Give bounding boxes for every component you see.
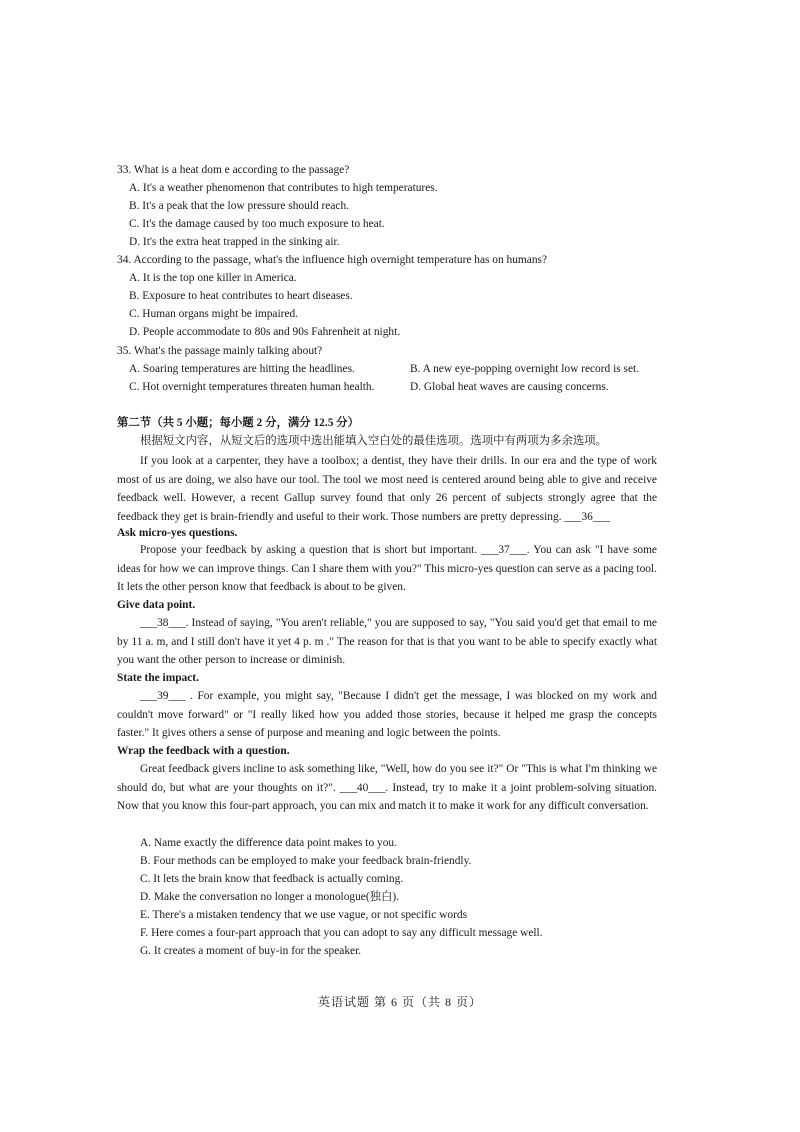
- choice-g: G. It creates a moment of buy-in for the speaker.: [140, 945, 362, 957]
- heading-wrap-feedback: Wrap the feedback with a question.: [117, 745, 290, 757]
- choice-f: F. Here comes a four-part approach that you can adopt to say any difficult message well.: [140, 927, 543, 939]
- question-35-option-b: B. A new eye-popping overnight low record is set.: [410, 363, 640, 375]
- choice-a: A. Name exactly the difference data point makes to you.: [140, 837, 397, 849]
- page-footer: 英语试题 第 6 页（共 8 页）: [317, 995, 482, 1009]
- choice-e: E. There's a mistaken tendency that we use vague, or not specific words: [140, 909, 468, 921]
- question-34-option-c: C. Human organs might be impaired.: [129, 308, 299, 320]
- question-35-stem: 35. What's the passage mainly talking about?: [117, 345, 323, 357]
- heading-state-impact: State the impact.: [117, 672, 199, 684]
- question-34-option-a: A. It is the top one killer in America.: [129, 272, 297, 284]
- passage-intro: If you look at a carpenter, they have a toolbox; a dentist, they have their drills. In our era and the type of work most of us are doing, we also have our tool. The tool we most need is centered around being able to give and receive feedback well. However, a recent Gallup survey found that only 26 percent of subjects strongly agree that the feedback they get is brain-friendly and useful to their work. Those numbers are pretty depressing. ___36___: [117, 455, 657, 523]
- question-33-stem: 33. What is a heat dom e according to the passage?: [117, 164, 350, 176]
- question-33-option-c: C. It's the damage caused by too much exposure to heat.: [129, 218, 385, 230]
- section-title: 第二节（共 5 小题；每小题 2 分，满分 12.5 分）: [117, 417, 360, 429]
- section-instruction: 根据短文内容，从短文后的选项中选出能填入空白处的最佳选项。选项中有两项为多余选项。: [140, 435, 608, 447]
- question-35-option-a: A. Soaring temperatures are hitting the headlines.: [129, 363, 355, 375]
- question-35-option-c: C. Hot overnight temperatures threaten human health.: [129, 381, 375, 393]
- passage-paragraph-1: Propose your feedback by asking a question that is short but important. ___37___. You can ask "I have some ideas for how we can improve things. Can I share them with you?" This micro-yes question can serve as a pacing tool. It lets the other person know that feedback is about to be given.: [117, 544, 657, 593]
- question-33-option-a: A. It's a weather phenomenon that contributes to high temperatures.: [129, 182, 438, 194]
- question-34-option-d: D. People accommodate to 80s and 90s Fahrenheit at night.: [129, 326, 401, 338]
- question-34-option-b: B. Exposure to heat contributes to heart diseases.: [129, 290, 353, 302]
- choice-b: B. Four methods can be employed to make your feedback brain-friendly.: [140, 855, 472, 867]
- question-33-option-d: D. It's the extra heat trapped in the sinking air.: [129, 236, 340, 248]
- heading-give-data-point: Give data point.: [117, 599, 196, 611]
- passage-paragraph-4: Great feedback givers incline to ask something like, "Well, how do you see it?" Or "This is what I'm thinking we should do, but what are your thoughts on it?". ___40___. Instead, try to make it a joint problem-solving situation. Now that you know this four-part approach, you can mix and match it to make it work for any difficult conversation.: [117, 763, 657, 812]
- passage-paragraph-3: ___39___ . For example, you might say, "Because I didn't get the message, I was blocked on my work and couldn't move forward" or "I really liked how you added those stories, because it helped me grasp the concepts faster." It gives others a sense of purpose and meaning and logic between the points.: [117, 690, 657, 739]
- question-33-option-b: B. It's a peak that the low pressure should reach.: [129, 200, 349, 212]
- question-35-option-d: D. Global heat waves are causing concerns.: [410, 381, 609, 393]
- heading-ask-micro-yes: Ask micro-yes questions.: [117, 527, 238, 539]
- choice-c: C. It lets the brain know that feedback is actually coming.: [140, 873, 404, 885]
- question-34-stem: 34. According to the passage, what's the influence high overnight temperature has on humans?: [117, 254, 548, 266]
- passage-paragraph-2: ___38___. Instead of saying, "You aren't reliable," you are supposed to say, "You said you'd get that email to me by 11 a. m, and I still don't have it yet 4 p. m ." The reason for that is that you want to be able to specify exactly what you want the other person to increase or diminish.: [117, 617, 657, 666]
- choice-d: D. Make the conversation no longer a monologue(独白).: [140, 891, 400, 903]
